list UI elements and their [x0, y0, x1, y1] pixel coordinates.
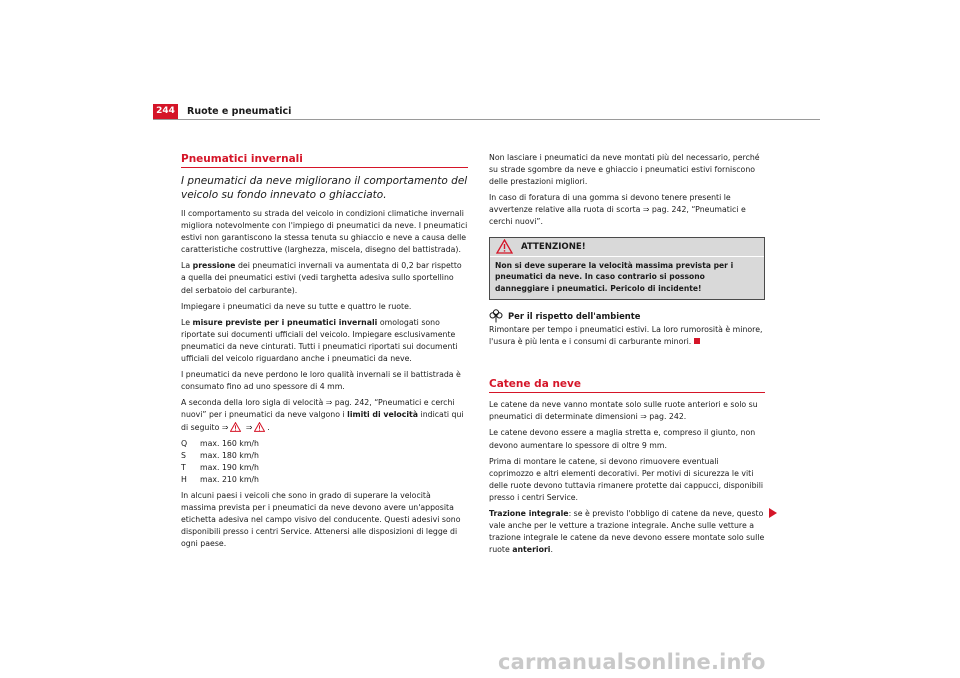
warning-header	[490, 238, 764, 257]
warning-triangle-icon	[496, 239, 513, 254]
paragraph: Il comportamento su strada del veicolo in condizioni climatiche invernali migliora notevolmente con l'impiego di pneumatici da neve. I pneumatici estivi non garantiscono la stessa tenuta su ghiaccio e neve a causa delle caratteristiche costruttive (larghezza, miscela, disegno del battistrada).	[181, 209, 468, 255]
speed-row: S max. 180 km/h	[181, 450, 259, 460]
warning-triangle-icon	[230, 422, 241, 432]
section-divider	[181, 167, 468, 168]
end-marker-icon	[694, 338, 700, 344]
warning-title: ATTENZIONE!	[521, 241, 586, 252]
paragraph: In caso di foratura di una gomma si devono tenere presenti le avvertenze relative alla ruota di scorta ⇒ pag. 242, “Pneumatici e cerchi nuovi”.	[489, 193, 746, 227]
paragraph: Impiegare i pneumatici da neve su tutte e quattro le ruote.	[181, 301, 412, 311]
paragraph: Trazione integrale: se è previsto l'obbligo di catene da neve, questo vale anche per le vetture a trazione integrale. Anche sulle vetture a trazione integrale le catene da neve devono essere montate solo sulle ruote anteriori.	[489, 509, 765, 555]
speed-list	[181, 438, 468, 486]
paragraph: La pressione dei pneumatici invernali va aumentata di 0,2 bar rispetto a quella dei pneumatici estivi (vedi targhetta adesiva sullo sportellino del serbatoio del carburante).	[181, 261, 462, 295]
header-divider	[153, 119, 820, 120]
speed-row: Q max. 160 km/h	[181, 438, 259, 448]
environment-header	[489, 309, 765, 323]
page-number: 244	[153, 104, 178, 119]
speed-row: T max. 190 km/h	[181, 462, 259, 472]
warning-box	[489, 237, 765, 301]
left-column	[181, 152, 468, 554]
warning-text: Non si deve superare la velocità massima prevista per i pneumatici da neve. In caso contrario si possono danneggiare i pneumatici. Pericolo di incidente!	[490, 257, 764, 300]
continue-arrow-icon	[769, 508, 778, 518]
paragraph: I pneumatici da neve perdono le loro qualità invernali se il battistrada è consumato fino ad uno spessore di 4 mm.	[181, 370, 461, 392]
paragraph: A seconda della loro sigla di velocità ⇒ pag. 242, “Pneumatici e cerchi nuovi” per i pneumatici da neve valgono i limiti di velocità indicati qui di seguito ⇒ ⇒ .	[181, 398, 464, 432]
speed-row: H max. 210 km/h	[181, 474, 259, 484]
paragraph: In alcuni paesi i veicoli che sono in grado di superare la velocità massima prevista per i pneumatici da neve devono avere un'apposita etichetta adesiva nel campo visivo del conducente. Questi adesivi sono disponibili presso i centri Service. Attenersi alle disposizioni di legge di ogni paese.	[181, 490, 461, 549]
section-subtitle: I pneumatici da neve migliorano il comportamento del veicolo su fondo innevato o ghiacciato.	[181, 175, 468, 201]
paragraph: Le catene da neve vanno montate solo sulle ruote anteriori e solo su pneumatici di determinate dimensioni ⇒ pag. 242.	[489, 400, 758, 422]
right-column	[489, 152, 765, 560]
environment-title: Per il rispetto dell'ambiente	[508, 311, 641, 322]
environment-text: Rimontare per tempo i pneumatici estivi. La loro rumorosità è minore, l'usura è più lenta e i consumi di carburante minori.	[489, 325, 763, 347]
paragraph: Non lasciare i pneumatici da neve montati più del necessario, perché su strade sgombre da neve e ghiaccio i pneumatici estivi forniscono delle prestazioni migliori.	[489, 153, 760, 187]
environment-flower-icon	[489, 309, 503, 323]
section-title-winter-tyres: Pneumatici invernali	[181, 153, 303, 165]
warning-triangle-icon	[254, 422, 265, 432]
section-divider	[489, 392, 765, 393]
section-title-snow-chains: Catene da neve	[489, 378, 582, 391]
paragraph: Le misure previste per i pneumatici invernali omologati sono riportate sui documenti ufficiali del veicolo. Impiegare esclusivamente pneumatici da neve cinturati. Tutti i pneumatici riportati sui documenti ufficiali del veicolo riguardano anche i pneumatici da neve.	[181, 317, 458, 364]
paragraph: Le catene devono essere a maglia stretta e, compreso il giunto, non devono aumentare lo spessore di oltre 9 mm.	[489, 428, 756, 450]
watermark: carmanualsonline.info	[498, 650, 766, 674]
paragraph: Prima di montare le catene, si devono rimuovere eventuali coprimozzo e altri elementi decorativi. Per motivi di sicurezza le viti delle ruote devono tuttavia rimanere protette dai cappucci, disponibili presso i centri Service.	[489, 456, 764, 502]
chapter-title: Ruote e pneumatici	[187, 106, 292, 117]
